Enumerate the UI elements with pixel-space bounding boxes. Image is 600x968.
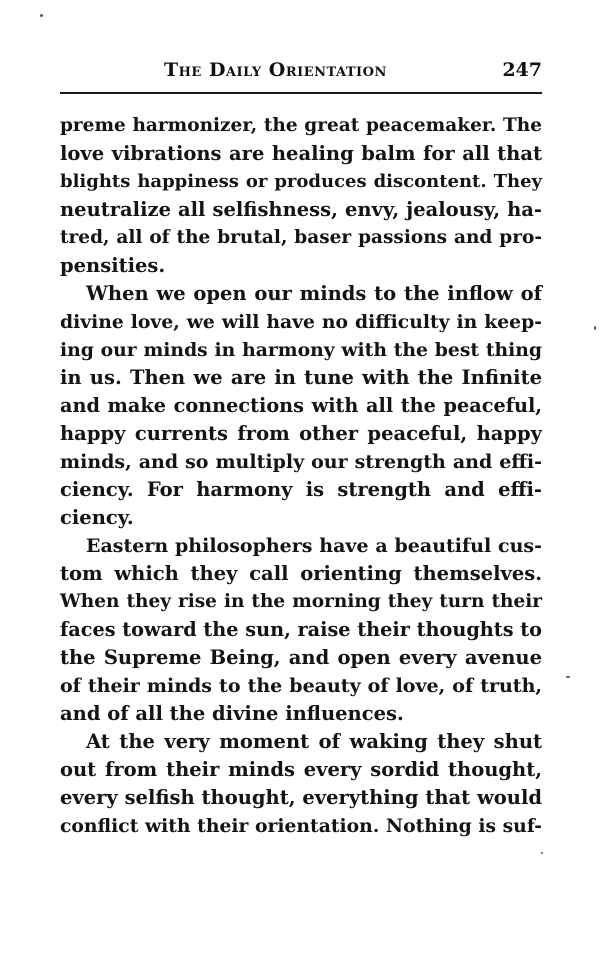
scan-speck: [541, 852, 543, 854]
page-number: 247: [502, 59, 542, 81]
text-line: and of all the divine influences.: [60, 702, 404, 725]
scan-speck: [566, 676, 570, 678]
text-line: ciency. For harmony is strength and effi-: [60, 478, 542, 501]
text-line: out from their minds every sordid thought,: [60, 758, 542, 781]
text-line: When we open our minds to the inflow of: [86, 282, 542, 305]
text-line: preme harmonizer, the great peacemaker. The: [60, 115, 542, 136]
body-text: [60, 112, 542, 840]
text-line: the Supreme Being, and open every avenue: [60, 646, 542, 669]
text-line: of their minds to the beauty of love, of truth,: [60, 675, 542, 697]
text-line: ciency.: [60, 506, 134, 529]
text-line: At the very moment of waking they shut: [86, 730, 542, 753]
text-line: tom which they call orienting themselves.: [60, 562, 542, 585]
text-line: faces toward the sun, raise their thoughts to: [60, 618, 542, 641]
text-line: happy currents from other peaceful, happy: [60, 422, 542, 445]
header-rule: [60, 92, 542, 94]
text-line: and make connections with all the peaceful,: [60, 394, 542, 417]
text-line: conflict with their orientation. Nothing is suf-: [60, 815, 542, 837]
text-line: When they rise in the morning they turn their: [60, 591, 542, 612]
text-line: in us. Then we are in tune with the Infinite: [60, 366, 542, 389]
scan-speck: [594, 326, 596, 330]
text-line: tred, all of the brutal, baser passions and pro-: [60, 227, 542, 248]
text-line: love vibrations are healing balm for all that: [60, 142, 542, 165]
text-line: neutralize all selfishness, envy, jealousy, ha-: [60, 198, 542, 221]
running-head-title: The Daily Orientation: [164, 59, 387, 81]
text-line: pensities.: [60, 254, 166, 277]
text-line: blights happiness or produces discontent. They: [60, 171, 542, 192]
text-line: ing our minds in harmony with the best thing: [60, 339, 542, 361]
text-line: every selfish thought, everything that would: [60, 786, 542, 809]
running-head: [60, 57, 542, 87]
text-line: divine love, we will have no difficulty in keep-: [60, 311, 542, 333]
scan-speck: [40, 14, 43, 17]
text-line: Eastern philosophers have a beautiful cus-: [86, 535, 542, 557]
text-line: minds, and so multiply our strength and effi-: [60, 451, 542, 473]
